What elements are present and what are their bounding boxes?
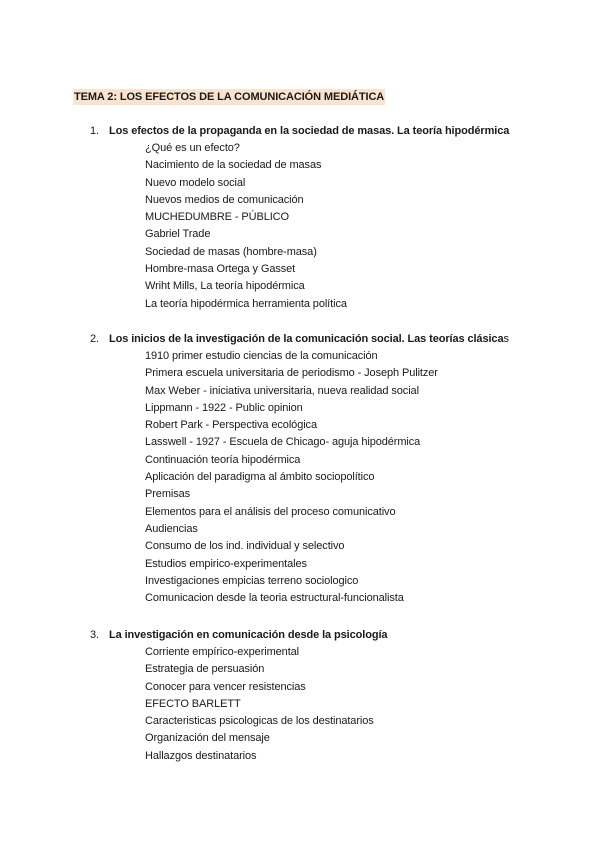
list-item: La teoría hipodérmica herramienta política <box>145 297 347 310</box>
list-item: Robert Park - Perspectiva ecológica <box>145 419 317 432</box>
section-heading <box>90 331 590 348</box>
list-item: Consumo de los ind. individual y selectivo <box>145 540 345 553</box>
list-item: Organización del mensaje <box>145 732 270 745</box>
list-item: Gabriel Trade <box>145 228 211 241</box>
list-item: Nacimiento de la sociedad de masas <box>145 159 322 172</box>
list-item: Lasswell - 1927 - Escuela de Chicago- aguja hipodérmica <box>145 436 421 449</box>
section-number: 2. <box>90 333 99 345</box>
list-item: Estudios empirico-experimentales <box>145 557 307 570</box>
section-items <box>90 644 590 765</box>
list-item: Nuevo modelo social <box>145 176 246 189</box>
list-item: Wriht Mills, La teoría hipodérmica <box>145 280 305 293</box>
list-item: Nuevos medios de comunicación <box>145 193 304 206</box>
section-heading <box>90 627 590 644</box>
list-item: Estrategia de persuasión <box>145 663 265 676</box>
section-2 <box>90 331 590 607</box>
section-heading-text: Los inicios de la investigación de la comunicación social. Las teorías clásica <box>109 333 504 345</box>
list-item: 1910 primer estudio ciencias de la comunicación <box>145 350 378 362</box>
list-item: Audiencias <box>145 522 198 535</box>
list-item: MUCHEDUMBRE - PÚBLICO <box>145 211 289 224</box>
list-item: Aplicación del paradigma al ámbito sociopolítico <box>145 471 375 484</box>
section-1 <box>90 123 590 313</box>
list-item: Max Weber - iniciativa universitaria, nueva realidad social <box>145 384 419 397</box>
list-item: Conocer para vencer resistencias <box>145 680 306 693</box>
list-item: Elementos para el análisis del proceso comunicativo <box>145 505 396 518</box>
list-item: EFECTO BARLETT <box>145 697 241 710</box>
list-item: Continuación teoría hipodérmica <box>145 453 301 466</box>
section-3 <box>90 627 590 765</box>
list-item: Lippmann - 1922 - Public opinion <box>145 401 303 414</box>
list-item: Comunicacion desde la teoria estructural-funcionalista <box>145 592 404 605</box>
section-items <box>90 348 590 607</box>
list-item: Corriente empírico-experimental <box>145 646 300 658</box>
section-number: 3. <box>90 629 99 641</box>
list-item: Investigaciones empicias terreno sociologico <box>145 574 359 587</box>
list-item: Caracteristicas psicologicas de los destinatarios <box>145 715 374 728</box>
document-title: TEMA 2: LOS EFECTOS DE LA COMUNICACIÓN MEDIÁTICA <box>74 91 385 103</box>
list-item: Primera escuela universitaria de periodismo - Joseph Pulitzer <box>145 367 438 380</box>
list-item: Hallazgos destinatarios <box>145 749 257 762</box>
list-item: ¿Qué es un efecto? <box>145 142 240 154</box>
list-item: Hombre-masa Ortega y Gasset <box>145 263 296 276</box>
section-heading-text: La investigación en comunicación desde la psicología <box>109 629 388 641</box>
list-item: Premisas <box>145 488 191 501</box>
section-number: 1. <box>90 125 99 137</box>
section-heading-text: Los efectos de la propaganda en la sociedad de masas. La teoría hipodérmica <box>109 125 510 137</box>
section-heading <box>90 123 590 140</box>
section-items <box>90 140 590 313</box>
list-item: Sociedad de masas (hombre-masa) <box>145 245 317 258</box>
section-heading-tail: s <box>503 333 509 345</box>
